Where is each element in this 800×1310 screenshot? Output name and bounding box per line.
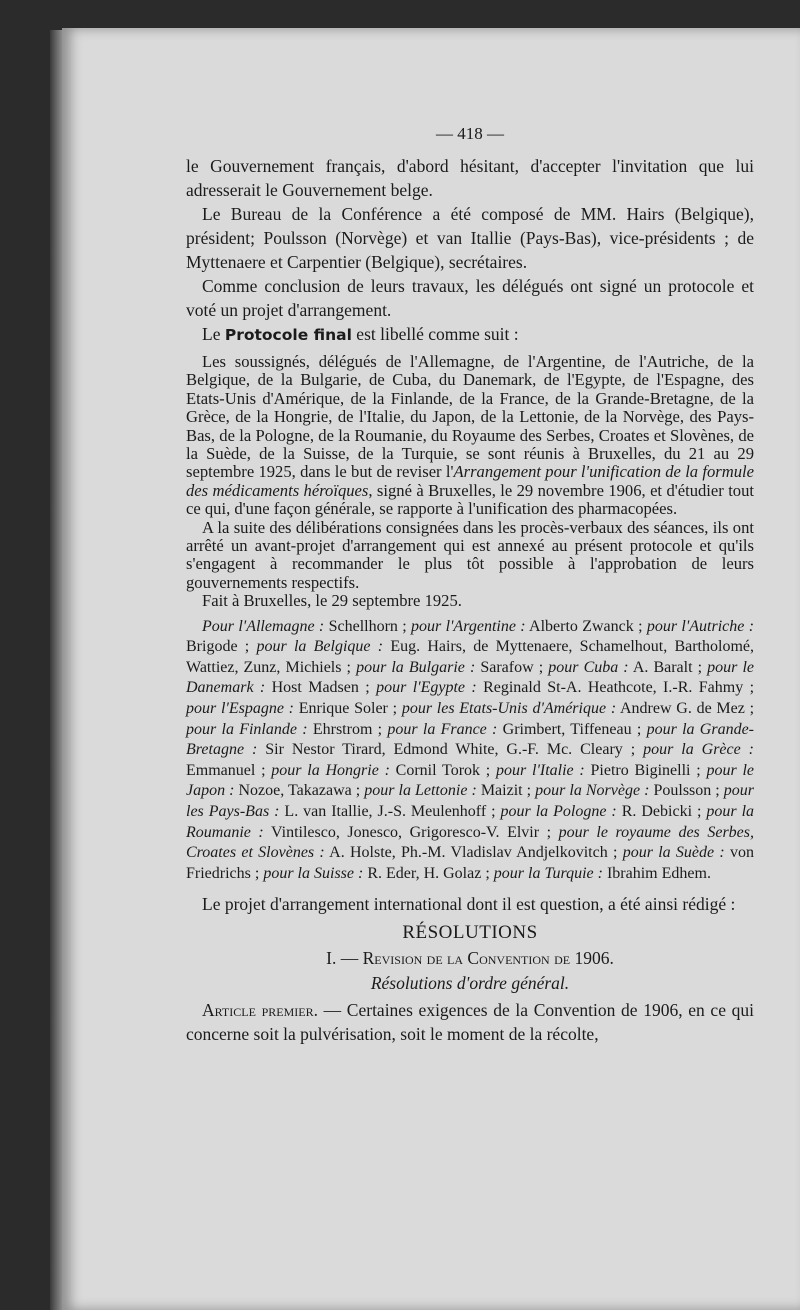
signature-country: pour la Pologne : <box>500 803 617 821</box>
signature-country: pour la France : <box>387 720 498 738</box>
signature-names: Maizit ; <box>476 782 536 800</box>
paragraph-1: le Gouvernement français, d'abord hésitant, d'accepter l'invitation que lui adresserait le Gouvernement belge. <box>186 156 754 200</box>
signature-country: pour le Japon : <box>186 761 755 800</box>
signature-names: A. Holste, Ph.-M. Vladislav Andjelkovitch ; <box>324 844 623 862</box>
signature-country: pour la Bulgarie : <box>356 658 476 676</box>
signature-country: pour la Norvège : <box>535 782 650 800</box>
article-text: — Certaines exigences de la Convention de 1906, en ce qui concerne soit la pulvérisation, soit le moment de la récolte, <box>186 1000 754 1045</box>
signature-country: pour la Hongrie : <box>271 761 390 779</box>
paragraph-4-before: Le <box>202 324 225 344</box>
article-label: Article premier. <box>202 1000 318 1021</box>
signature-country: pour la Lettonie : <box>364 782 477 800</box>
signature-country: pour la Suède : <box>622 844 725 862</box>
page-text <box>186 124 754 1046</box>
signature-names: Sarafow ; <box>475 658 549 676</box>
article-paragraph <box>186 998 754 1046</box>
paragraph-5: Le projet d'arrangement international dont il est question, a été ainsi rédigé : <box>202 894 736 915</box>
signature-country: pour l'Egypte : <box>376 679 477 697</box>
signature-names: von Friedrichs ; <box>186 844 755 882</box>
protocol-p1-after: , signé à Bruxelles, le 29 novembre 1906, et d'étudier tout ce qui, d'une façon générale, se rapporte à l'unification des pharmacopées. <box>186 480 755 519</box>
paragraph-4-after: est libellé comme suit : <box>351 324 519 344</box>
signature-names: Host Madsen ; <box>265 679 377 697</box>
signature-names: R. Debicki ; <box>616 803 707 821</box>
signature-names: Emmanuel ; <box>186 761 272 779</box>
signature-names: Pietro Biginelli ; <box>584 761 707 779</box>
signature-names: Ehrstrom ; <box>307 720 388 738</box>
protocol-paragraph-3: Fait à Bruxelles, le 29 septembre 1925. <box>202 591 462 611</box>
subsection-title: Résolutions d'ordre général. <box>370 973 570 994</box>
paragraph-3: Comme conclusion de leurs travaux, les délégués ont signé un protocole et voté un projet d'arrangement. <box>186 276 754 320</box>
signature-country: pour la Grèce : <box>643 741 754 759</box>
signature-names: Schellhorn ; <box>324 617 412 635</box>
signature-country: pour la Roumanie : <box>186 803 755 841</box>
signature-names: Alberto Zwanck ; <box>525 617 647 635</box>
signature-country: pour les Pays-Bas : <box>186 782 755 821</box>
section-title: I. — Revision de la Convention de 1906. <box>326 948 614 969</box>
signature-names: Poulsson ; <box>649 782 724 800</box>
paragraph-2: Le Bureau de la Conférence a été composé de MM. Hairs (Belgique), président; Poulsson (Norvège) et van Itallie (Pays-Bas), vice-présidents ; de Myttenaere et Carpentier (Belgique), secrétaires. <box>186 204 754 272</box>
signature-names: A. Baralt ; <box>628 658 708 676</box>
signature-names: Vintilesco, Jonesco, Grigoresco-V. Elvir ; <box>263 823 559 841</box>
page-number: — 418 — <box>436 124 504 143</box>
protocol-paragraph-2: A la suite des délibérations consignées dans les procès-verbaux des séances, ils ont arrêté un avant-projet d'arrangement qui est annexé au présent protocole et qu'ils s'engagent à recommander le plus tôt possible à l'approbation de leurs gouvernements respectifs. <box>186 517 754 592</box>
signature-country: pour Cuba : <box>548 658 629 676</box>
signature-names: Eug. Hairs, de Myttenaere, Schamelhout, Bartholomé, Wattiez, Zunz, Michiels ; <box>186 638 754 676</box>
signature-names: Reginald St-A. Heathcote, I.-R. Fahmy ; <box>476 679 755 697</box>
protocol-p1-italic: Arrangement pour l'unification de la formule des médicaments héroïques <box>186 462 755 500</box>
signature-country: pour l'Italie : <box>496 761 585 779</box>
signature-country: pour les Etats-Unis d'Amérique : <box>401 700 617 718</box>
signature-names: Sir Nestor Tirard, Edmond White, G.-F. Mc. Cleary ; <box>257 741 644 759</box>
signature-country: pour la Belgique : <box>256 638 384 656</box>
protocol-paragraph-1 <box>186 353 754 519</box>
signature-names: Brigode ; <box>186 638 257 656</box>
signature-country: pour l'Argentine : <box>411 617 526 635</box>
signature-country: pour la Finlande : <box>186 720 308 738</box>
signature-names: Andrew G. de Mez ; <box>616 700 755 718</box>
protocol-p1-text: Les soussignés, délégués de l'Allemagne, de l'Argentine, de l'Autriche, de la Belgique, de la Bulgarie, de Cuba, du Danemark, de l'Egypte, de l'Espagne, des Etats-Unis d'Amérique, de la Finlande, de la France, de la Grande-Bretagne, de la Grèce, de la Hongrie, de l'Italie, du Japon, de la Lettonie, de la Norvège, des Pays-Bas, de la Pologne, de la Roumanie, du Royaume des Serbes, Croates et Slovènes, de la Suède, de la Suisse, de la Turquie, se sont réunis à Bruxelles, du 21 au 29 septembre 1925, dans le but de reviser l' <box>186 352 754 482</box>
signatures-block <box>186 617 754 885</box>
signature-names: Enrique Soler ; <box>294 700 402 718</box>
signature-country: pour l'Autriche : <box>646 617 755 635</box>
signature-names: R. Eder, H. Golaz ; <box>363 864 494 882</box>
signature-country: pour le Danemark : <box>186 658 754 697</box>
resolutions-title: RÉSOLUTIONS <box>402 922 538 944</box>
paragraph-4 <box>186 322 754 347</box>
signature-country: pour la Grande-Bretagne : <box>186 720 755 759</box>
protocole-final-label: Protocole final <box>224 326 352 344</box>
signature-country: pour la Turquie : <box>493 864 603 882</box>
signature-country: pour la Suisse : <box>263 864 364 882</box>
signature-country: pour le royaume des Serbes, Croates et Slovènes : <box>186 823 755 862</box>
signature-country: Pour l'Allemagne : <box>202 617 325 635</box>
signature-names: L. van Itallie, J.-S. Meulenhoff ; <box>279 803 501 821</box>
signature-names: Cornil Torok ; <box>389 761 497 779</box>
signature-names: Grimbert, Tiffeneau ; <box>497 720 647 738</box>
signature-country: pour l'Espagne : <box>186 700 294 718</box>
signature-names: Ibrahim Edhem. <box>602 864 711 882</box>
signature-names: Nozoe, Takazawa ; <box>234 782 365 800</box>
